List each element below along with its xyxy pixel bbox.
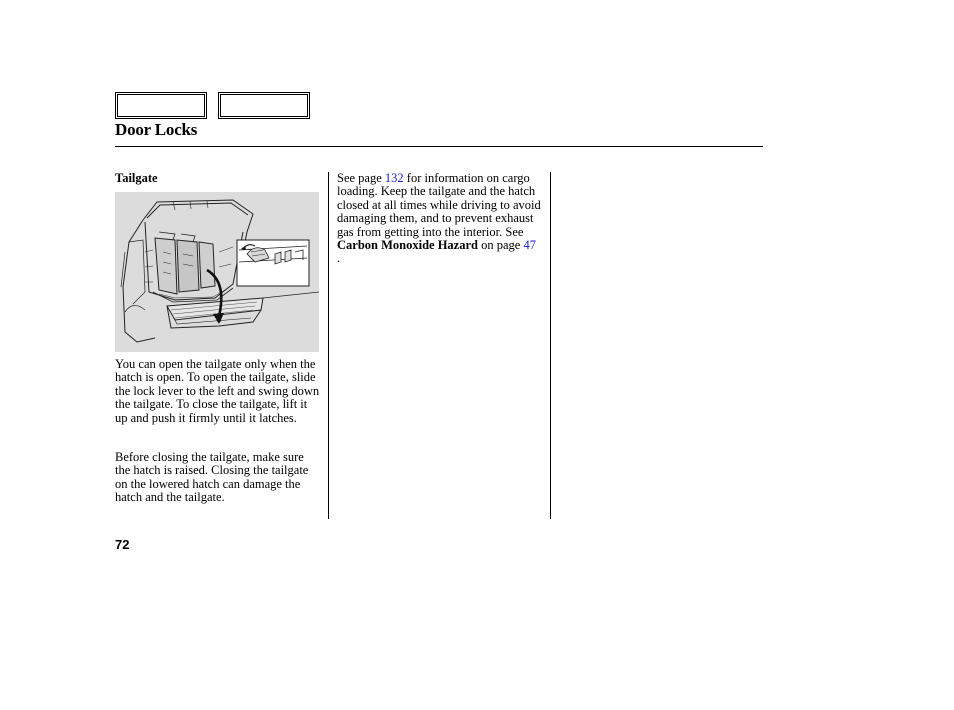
cargo-page-link[interactable]: 132 <box>384 171 404 185</box>
see-page-text: See page <box>337 171 385 185</box>
page-number: 72 <box>115 537 130 552</box>
period-text: . <box>337 251 341 266</box>
tailgate-figure <box>115 192 319 352</box>
lock-lever-inset-icon <box>237 240 309 286</box>
tailgate-close-warning: Before closing the tailgate, make sure the hatch is raised. Closing the tailgate on the lowered hatch can damage the hatch and the tailgate. <box>115 450 309 505</box>
tailgate-open-instructions: You can open the tailgate only when the hatch is open. To open the tailgate, slide the lock lever to the left and swing down the tailgate. To close the tailgate, lift it up and push it firmly until it latches. <box>115 357 320 425</box>
carbon-monoxide-reference: Carbon Monoxide Hazard <box>337 238 478 253</box>
page-title: Door Locks <box>115 120 198 139</box>
nav-prev-button[interactable] <box>115 92 207 119</box>
cargo-info-paragraph <box>337 172 542 266</box>
co-hazard-page-link[interactable]: 47 <box>523 238 536 253</box>
on-page-text: on page <box>477 238 524 253</box>
column-divider-right <box>550 172 551 519</box>
nav-next-button[interactable] <box>218 92 310 119</box>
cargo-info-text: for information on cargo loading. Keep the tailgate and the hatch closed at all times while driving to avoid damaging them, and to prevent exhaust gas from getting into the interior. See <box>337 171 541 239</box>
section-heading: Tailgate <box>115 171 158 185</box>
column-divider-left <box>328 172 329 519</box>
title-rule <box>115 146 763 147</box>
tailgate-illustration-icon <box>115 192 319 352</box>
